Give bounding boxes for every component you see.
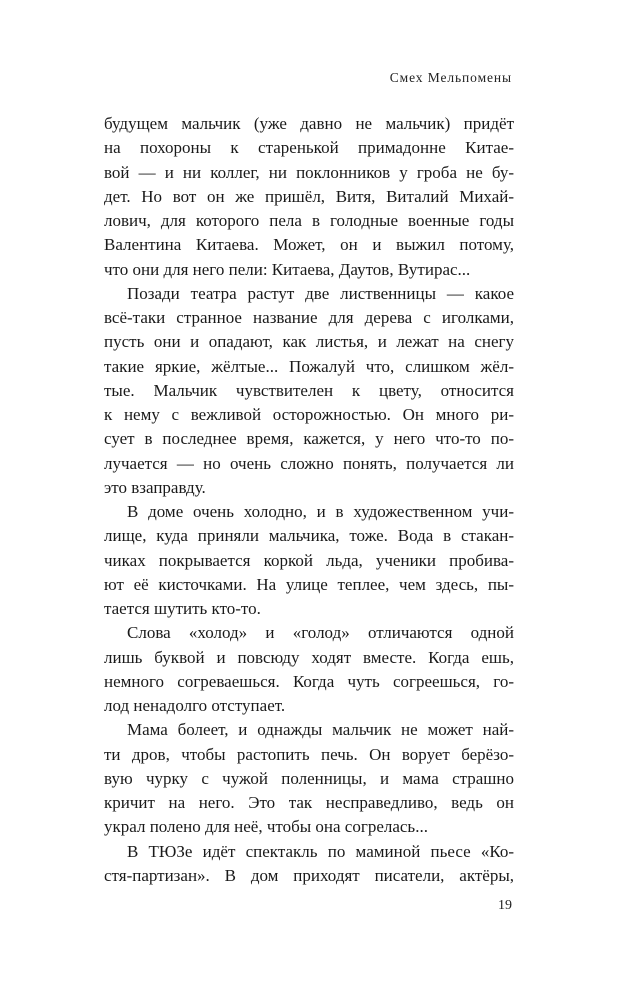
text-line: ти дров, чтобы растопить печь. Он ворует берёзо- (104, 744, 514, 764)
text-line: вую чурку с чужой поленницы, и мама страшно (104, 768, 514, 788)
text-line: сует в последнее время, кажется, у него что-то по- (104, 429, 514, 449)
text-line: Мама болеет, и однажды мальчик не может най- (127, 720, 514, 740)
text-line: В ТЮЗе идёт спектакль по маминой пьесе «Ко- (127, 841, 514, 861)
text-line: кричит на него. Это так несправедливо, ведь он (104, 793, 514, 812)
text-line: тается шутить кто-то. (104, 599, 261, 618)
text-line: В доме очень холодно, и в художественном учи- (127, 502, 514, 521)
text-line: лод ненадолго отступает. (104, 696, 286, 715)
text-line: на похороны к старенькой примадонне Китае- (104, 138, 514, 158)
text-line: будущем мальчик (уже давно не мальчик) придёт (104, 114, 514, 133)
text-line: это взаправду. (104, 477, 206, 497)
text-line: пусть они и опадают, как листья, и лежат на снегу (104, 332, 514, 352)
text-line: вой — и ни коллег, ни поклонников у гроба не бу- (104, 162, 514, 182)
text-line: Позади театра растут две лиственницы — какое (127, 283, 514, 303)
text-line: что они для него пели: Китаева, Даутов, Вутирас... (104, 259, 471, 279)
text-line: такие яркие, жёлтые... Пожалуй что, слишком жёл- (104, 356, 514, 376)
text-line: украл полено для неё, чтобы она согрелась... (104, 817, 428, 837)
text-line: к нему с вежливой осторожностью. Он много ри- (104, 405, 514, 424)
text-line: тые. Мальчик чувствителен к цвету, относится (104, 380, 514, 400)
text-line: Валентина Китаева. Может, он и выжил потому, (104, 235, 514, 255)
text-line: лище, куда приняли мальчика, тоже. Вода в стакан- (104, 526, 514, 546)
text-line: чиках покрывается коркой льда, ученики пробива- (104, 550, 514, 570)
body-text (104, 112, 514, 888)
text-line: всё-таки странное название для дерева с иголками, (104, 308, 514, 327)
text-line: немного согреваешься. Когда чуть согреешься, го- (104, 671, 514, 691)
text-line: Слова «холод» и «голод» отличаются одной (127, 623, 514, 643)
text-line: лович, для которого пела в голодные военные годы (104, 211, 514, 230)
text-line: лучается — но очень сложно понять, получается ли (104, 453, 514, 473)
text-line: дет. Но вот он же пришёл, Витя, Виталий Михай- (104, 186, 514, 206)
text-line: стя-партизан». В дом приходят писатели, актёры, (104, 865, 514, 885)
text-line: ют её кисточками. На улице теплее, чем здесь, пы- (104, 574, 514, 594)
text-line: лишь буквой и повсюду ходят вместе. Когда ешь, (104, 647, 514, 667)
page-number: 19 (498, 898, 512, 913)
running-head: Смех Мельпомены (389, 70, 512, 85)
